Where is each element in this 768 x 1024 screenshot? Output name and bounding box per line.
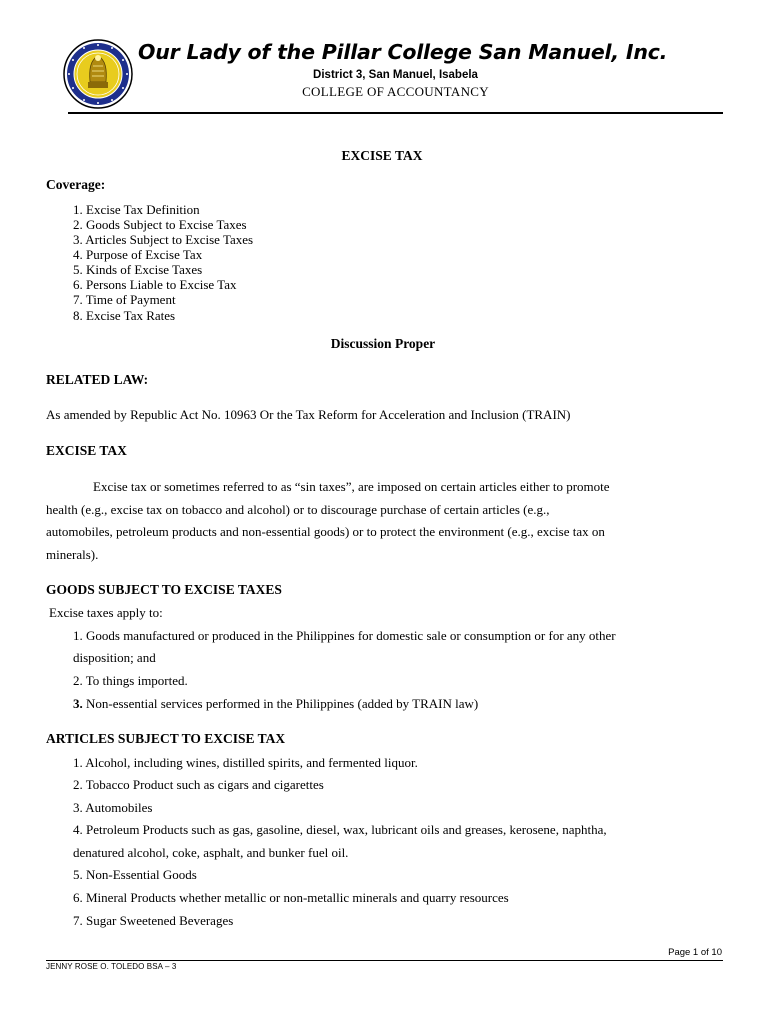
- paragraph-line: Excise tax or sometimes referred to as “sin taxes”, are imposed on certain articles either to promote: [93, 479, 610, 494]
- page-number: Page 1 of 10: [668, 947, 722, 958]
- college-name: Our Lady of the Pillar College San Manuel, Inc.: [138, 40, 668, 64]
- list-item: 8. Excise Tax Rates: [73, 308, 176, 323]
- college-address: District 3, San Manuel, Isabela: [313, 69, 478, 81]
- list-item: 2. Goods Subject to Excise Taxes: [73, 217, 247, 232]
- list-item: disposition; and: [73, 650, 156, 665]
- author-name: JENNY ROSE O. TOLEDO BSA – 3: [46, 962, 177, 971]
- paragraph-line: health (e.g., excise tax on tobacco and alcohol) or to discourage purchase of certain articles (e.g.,: [46, 502, 550, 517]
- list-item: [73, 696, 478, 712]
- related-law-text: As amended by Republic Act No. 10963 Or the Tax Reform for Acceleration and Inclusion (TRAIN): [46, 407, 571, 422]
- list-item: 4. Purpose of Excise Tax: [73, 247, 203, 262]
- paragraph-line: minerals).: [46, 547, 99, 562]
- section-heading-goods: GOODS SUBJECT TO EXCISE TAXES: [46, 582, 282, 597]
- list-item: 7. Sugar Sweetened Beverages: [73, 913, 234, 928]
- department-name: COLLEGE OF ACCOUNTANCY: [302, 84, 489, 99]
- list-item: 7. Time of Payment: [73, 292, 176, 307]
- list-item: 2. To things imported.: [73, 673, 188, 688]
- discussion-label: Discussion Proper: [330, 336, 436, 351]
- header-divider: [68, 112, 723, 114]
- section-heading-related-law: RELATED LAW:: [46, 372, 149, 387]
- document-title: EXCISE TAX: [341, 148, 423, 163]
- list-item: 1. Goods manufactured or produced in the Philippines for domestic sale or consumption or for any other: [73, 628, 616, 643]
- list-item: 4. Petroleum Products such as gas, gasoline, diesel, wax, lubricant oils and greases, kerosene, naphtha,: [73, 822, 607, 837]
- list-item: 1. Alcohol, including wines, distilled spirits, and fermented liquor.: [73, 755, 418, 770]
- list-item-text: Non-essential services performed in the Philippines (added by TRAIN law): [82, 696, 479, 711]
- list-item: 6. Mineral Products whether metallic or non-metallic minerals and quarry resources: [73, 890, 509, 905]
- section-heading-excise-tax: EXCISE TAX: [46, 443, 127, 458]
- footer-divider: [46, 960, 723, 961]
- list-item-number: 3.: [73, 696, 83, 711]
- section-heading-articles: ARTICLES SUBJECT TO EXCISE TAX: [46, 731, 286, 746]
- list-item: 3. Articles Subject to Excise Taxes: [73, 232, 254, 247]
- list-item: 3. Automobiles: [73, 800, 153, 815]
- goods-intro: Excise taxes apply to:: [49, 605, 163, 620]
- list-item: 1. Excise Tax Definition: [73, 202, 200, 217]
- list-item: 2. Tobacco Product such as cigars and cigarettes: [73, 777, 324, 792]
- coverage-label: Coverage:: [46, 177, 106, 192]
- list-item: 6. Persons Liable to Excise Tax: [73, 277, 237, 292]
- list-item: 5. Non-Essential Goods: [73, 867, 197, 882]
- list-item: 5. Kinds of Excise Taxes: [73, 262, 203, 277]
- list-item: denatured alcohol, coke, asphalt, and bunker fuel oil.: [73, 845, 349, 860]
- paragraph-line: automobiles, petroleum products and non-essential goods) or to protect the environment (e.g., excise tax on: [46, 524, 605, 539]
